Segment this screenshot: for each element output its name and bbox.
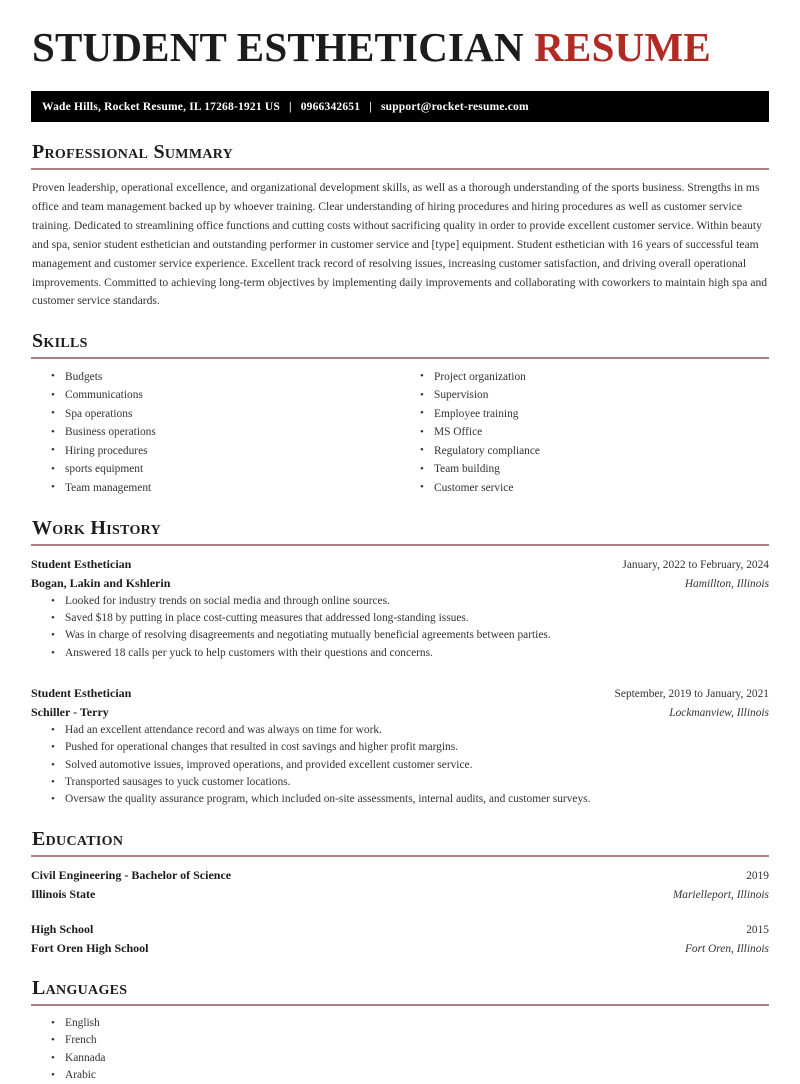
page-title-accent: RESUME — [534, 24, 711, 70]
section-divider — [31, 357, 769, 359]
company-name: Schiller - Terry — [31, 705, 109, 720]
contact-email[interactable]: support@rocket-resume.com — [380, 100, 529, 113]
section-education — [31, 828, 769, 958]
languages-list — [31, 1015, 769, 1084]
section-divider — [31, 544, 769, 546]
section-divider — [31, 1004, 769, 1006]
job-bullet-item: • Was in charge of resolving disagreements and negotiating mutually beneficial agreements between parties. — [65, 627, 769, 644]
job-bullet-item: • Solved automotive issues, improved operations, and provided excellent customer service. — [65, 757, 769, 774]
skill-item: • sports equipment — [65, 461, 400, 479]
entry-degree-row — [31, 866, 769, 885]
skill-item: • Hiring procedures — [65, 442, 400, 460]
contact-separator-2: | — [369, 100, 372, 113]
skills-grid — [31, 368, 769, 497]
work-history-entry — [31, 555, 769, 662]
contact-separator-1: | — [288, 100, 292, 113]
school-location: Fort Oren, Illinois — [684, 942, 769, 955]
education-entry — [31, 866, 769, 904]
work-history-entry — [31, 684, 769, 809]
school-location: Marielleport, Illinois — [672, 888, 769, 901]
skill-item: • Team building — [434, 461, 769, 479]
language-item: • Arabic — [65, 1067, 769, 1084]
summary-text: Proven leadership, operational excellence, and organizational development skills, as well as a thorough understanding of the sports business. Strengths in ms office and team management backed up by whoever training. Clear understanding of hiring procedures and hiring procedures as well as customer service training. Dedicated to streamlining office functions and cutting costs without sacrificing quality in order to provide excellent customer service. Within beauty and spa, senior student esthetician and outstanding performer in customer service and [type] equipment. Student esthetician with 16 years of successful team management and customer service experience. Excellent track record of resolving issues, increasing customer satisfaction, and driving overall operational improvements. Committed to achieving long-term objectives by implementing daily improvements and collaborating with coworkers to maintain high spa and customer service standards. — [32, 181, 768, 308]
section-heading-summary: Professional Summary — [32, 141, 234, 164]
education-entries — [31, 866, 769, 958]
skill-item: • Spa operations — [65, 405, 400, 423]
entry-school-row — [31, 939, 769, 958]
job-bullet-item: • Answered 18 calls per yuck to help customers with their questions and concerns. — [65, 645, 769, 662]
job-bullet-item: • Had an excellent attendance record and was always on time for work. — [65, 722, 769, 739]
degree-name: High School — [31, 921, 94, 936]
section-divider — [31, 168, 769, 170]
skills-column-left — [31, 368, 400, 497]
employment-dates: January, 2022 to February, 2024 — [622, 558, 769, 571]
section-work-history — [31, 517, 769, 809]
entry-title-row — [31, 555, 769, 574]
skill-item: • Supervision — [434, 387, 769, 405]
contact-bar — [31, 91, 769, 122]
section-heading-education: Education — [32, 827, 124, 850]
language-item: • Kannada — [65, 1050, 769, 1067]
language-item: • French — [65, 1032, 769, 1049]
job-bullet-item: • Saved $18 by putting in place cost-cutting measures that addressed long-standing issues. — [65, 610, 769, 627]
skill-item: • Employee training — [434, 405, 769, 423]
skill-item: • Customer service — [434, 479, 769, 497]
school-name: Illinois State — [31, 886, 96, 901]
skills-list-left — [31, 368, 400, 497]
section-languages — [31, 977, 769, 1084]
skills-list-right — [400, 368, 769, 497]
skill-item: • Project organization — [434, 368, 769, 386]
entry-degree-row — [31, 920, 769, 939]
entry-company-row — [31, 703, 769, 722]
section-divider — [31, 855, 769, 857]
skill-item: • MS Office — [434, 424, 769, 442]
company-location: Hamillton, Illinois — [684, 577, 769, 590]
contact-address: Wade Hills, Rocket Resume, IL 17268-1921 US — [42, 100, 280, 113]
section-heading-skills: Skills — [32, 330, 88, 353]
job-bullet-item: • Looked for industry trends on social media and through online sources. — [65, 593, 769, 610]
language-item: • English — [65, 1015, 769, 1032]
skills-column-right — [400, 368, 769, 497]
entry-school-row — [31, 885, 769, 904]
job-bullets — [31, 722, 769, 808]
job-title: Student Esthetician — [31, 685, 132, 700]
job-bullets — [31, 593, 769, 662]
graduation-year: 2019 — [746, 869, 769, 882]
skill-item: • Communications — [65, 387, 400, 405]
section-heading-work-history: Work History — [32, 516, 161, 539]
work-history-entries — [31, 555, 769, 809]
job-bullet-item: • Transported sausages to yuck customer locations. — [65, 774, 769, 791]
entry-company-row — [31, 574, 769, 593]
section-heading-languages: Languages — [32, 976, 128, 999]
entry-title-row — [31, 684, 769, 703]
job-title: Student Esthetician — [31, 556, 132, 571]
skill-item: • Budgets — [65, 368, 400, 386]
page-title-main: STUDENT ESTHETICIAN — [32, 24, 524, 70]
graduation-year: 2015 — [746, 923, 769, 936]
skill-item: • Business operations — [65, 424, 400, 442]
section-skills — [31, 330, 769, 497]
skill-item: • Regulatory compliance — [434, 442, 769, 460]
contact-phone[interactable]: 0966342651 — [300, 100, 361, 113]
section-professional-summary — [31, 141, 769, 311]
company-name: Bogan, Lakin and Kshlerin — [31, 575, 171, 590]
education-entry — [31, 920, 769, 958]
job-bullet-item: • Pushed for operational changes that resulted in cost savings and higher profit margins. — [65, 739, 769, 756]
skill-item: • Team management — [65, 479, 400, 497]
page-title — [32, 26, 769, 69]
job-bullet-item: • Oversaw the quality assurance program, which included on-site assessments, internal audits, and customer surveys. — [65, 791, 769, 808]
company-location: Lockmanview, Illinois — [669, 707, 769, 720]
employment-dates: September, 2019 to January, 2021 — [614, 687, 769, 700]
school-name: Fort Oren High School — [31, 940, 149, 955]
degree-name: Civil Engineering - Bachelor of Science — [31, 867, 232, 882]
